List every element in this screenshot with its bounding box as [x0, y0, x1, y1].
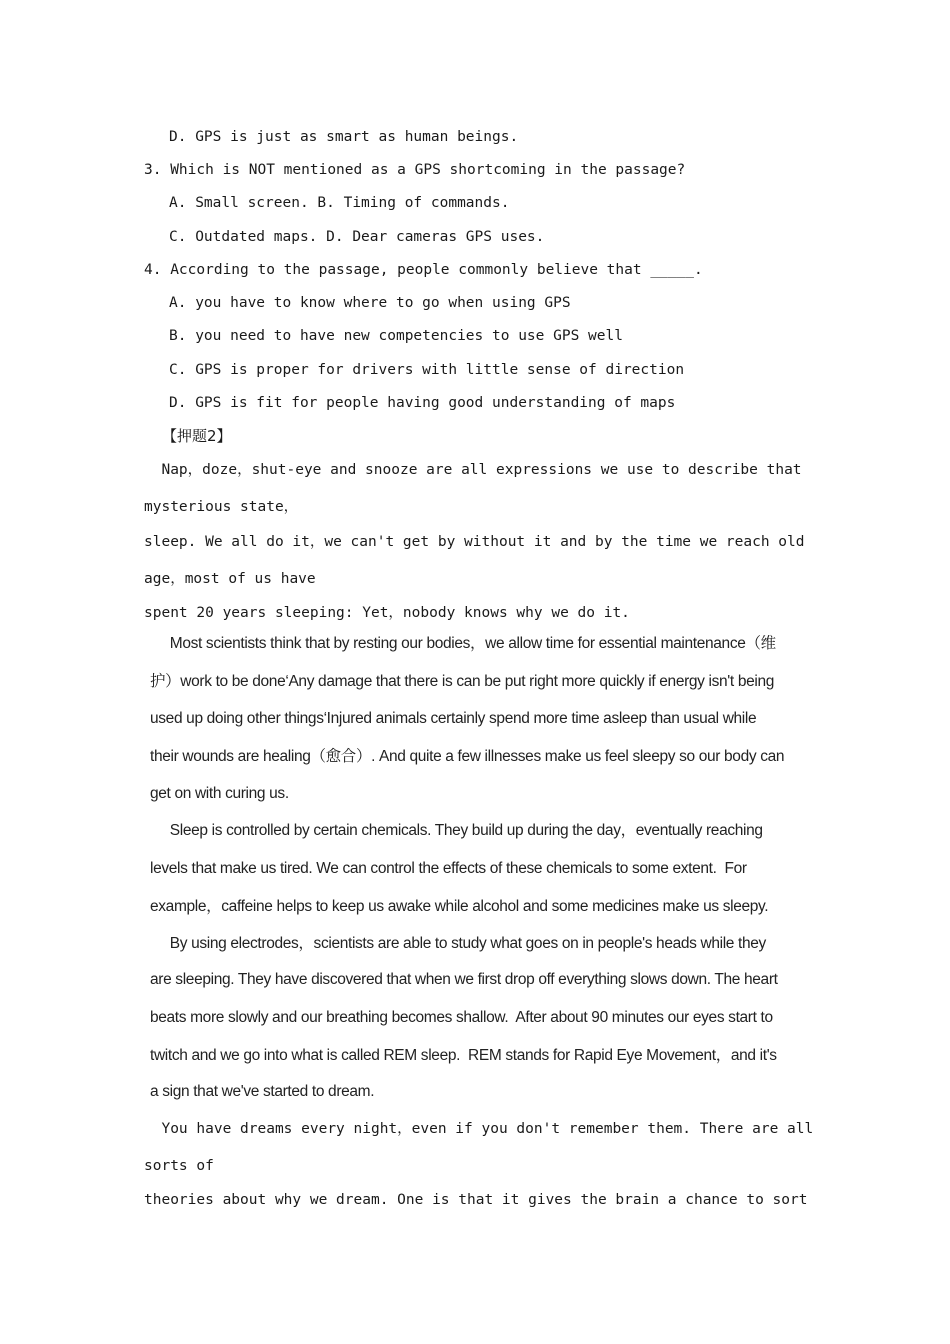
passage-outro-line: sorts of	[144, 1158, 214, 1174]
q4-option-b: B. you need to have new competencies to use GPS well	[169, 328, 623, 344]
q4-stem: 4. According to the passage, people commonly believe that _____.	[144, 262, 703, 278]
q3-stem: 3. Which is NOT mentioned as a GPS shortcoming in the passage?	[144, 162, 686, 178]
scanned-paragraph-line: are sleeping. They have discovered that when we first drop off everything slows down. The heart	[150, 971, 778, 988]
scanned-paragraph-line: used up doing other things‘Injured animals certainly spend more time asleep than usual while	[150, 710, 757, 727]
section-heading: 【押题2】	[162, 427, 232, 445]
scanned-paragraph-line: 护）work to be done‘Any damage that there is can be put right more quickly if energy isn't being	[150, 673, 774, 690]
passage-intro-line: mysterious state，	[144, 499, 299, 515]
q3-options-line1: A. Small screen. B. Timing of commands.	[169, 195, 510, 211]
q4-option-c: C. GPS is proper for drivers with little sense of direction	[169, 362, 685, 378]
passage-intro-line: age，most of us have	[144, 571, 316, 587]
passage-intro-line: spent 20 years sleeping: Yet，nobody knows why we do it.	[144, 605, 630, 621]
scanned-paragraph-line: By using electrodes，scientists are able to study what goes on in people's heads while they	[150, 935, 766, 952]
q4-option-d: D. GPS is fit for people having good understanding of maps	[169, 395, 676, 411]
scanned-paragraph-line: get on with curing us.	[150, 785, 289, 802]
q2-option-d: D. GPS is just as smart as human beings.	[169, 129, 519, 145]
scanned-paragraph-line: beats more slowly and our breathing becomes shallow. After about 90 minutes our eyes start to	[150, 1009, 773, 1026]
passage-outro-line: You have dreams every night，even if you don't remember them. There are all	[144, 1121, 814, 1137]
scanned-paragraph-line: their wounds are healing（愈合）. And quite a few illnesses make us feel sleepy so our body can	[150, 748, 785, 765]
scanned-paragraph-line: Most scientists think that by resting our bodies，we allow time for essential maintenance（维	[150, 635, 776, 652]
scanned-paragraph-line: levels that make us tired. We can control the effects of these chemicals to some extent. For	[150, 860, 747, 877]
q4-option-a: A. you have to know where to go when using GPS	[169, 295, 571, 311]
passage-intro-line: Nap，doze，shut-eye and snooze are all expressions we use to describe that	[144, 462, 802, 478]
q3-options-line2: C. Outdated maps. D. Dear cameras GPS uses.	[169, 229, 545, 245]
scanned-paragraph-line: Sleep is controlled by certain chemicals. They build up during the day，eventually reaching	[150, 822, 763, 839]
scanned-paragraph-line: twitch and we go into what is called REM sleep. REM stands for Rapid Eye Movement，and it's	[150, 1047, 777, 1064]
passage-intro-line: sleep. We all do it，we can't get by without it and by the time we reach old	[144, 534, 805, 550]
scanned-paragraph-line: example，caffeine helps to keep us awake while alcohol and some medicines make us sleepy.	[150, 898, 769, 915]
scanned-paragraph-line: a sign that we've started to dream.	[150, 1083, 375, 1100]
passage-outro-line: theories about why we dream. One is that it gives the brain a chance to sort	[144, 1192, 808, 1208]
